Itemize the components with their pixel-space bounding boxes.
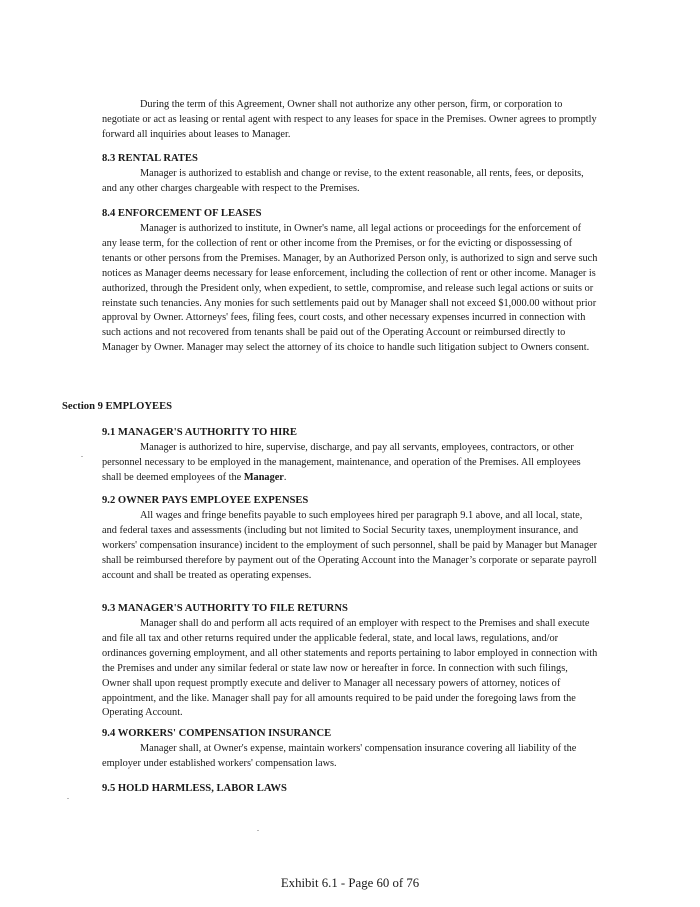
heading-8-3-rental-rates: 8.3 RENTAL RATES xyxy=(102,153,198,164)
heading-9-4-workers-compensation: 9.4 WORKERS' COMPENSATION INSURANCE xyxy=(102,728,332,739)
heading-9-3-authority-to-file-returns: 9.3 MANAGER'S AUTHORITY TO FILE RETURNS xyxy=(102,603,348,614)
authority-to-hire-paragraph xyxy=(102,441,598,486)
heading-9-5-hold-harmless: 9.5 HOLD HARMLESS, LABOR LAWS xyxy=(102,783,287,794)
rental-rates-paragraph: Manager is authorized to establish and change or revise, to the extent reasonable, all rents, fees, or deposits, and any other charges chargeable with respect to the Premises. xyxy=(102,168,584,194)
authority-to-file-returns-paragraph: Manager shall do and perform all acts required of an employer with respect to the Premises and shall execute and file all tax and other returns required under the applicable federal, state, and local laws, regulations, and/or ordinances governing employment, and all other statements and reports pertaining to labor employed in connection with the Premises and under any similar federal or state law now or hereafter in force. In connection with such filings, Owner shall upon request promptly execute and deliver to Manager all necessary powers of attorney, notices of appointment, and the like. Manager shall pay for all amounts required to be paid under the foregoing laws from the Operating Account. xyxy=(102,618,598,719)
heading-8-4-enforcement-of-leases: 8.4 ENFORCEMENT OF LEASES xyxy=(102,208,262,219)
authority-to-hire-end: . xyxy=(283,471,287,483)
manager-bold-term: Manager xyxy=(243,471,284,483)
heading-9-1-authority-to-hire: 9.1 MANAGER'S AUTHORITY TO HIRE xyxy=(102,427,297,438)
scan-speck xyxy=(81,456,83,457)
scan-speck xyxy=(257,830,259,831)
scan-speck xyxy=(67,798,69,799)
workers-compensation-paragraph: Manager shall, at Owner's expense, maintain workers' compensation insurance covering all liability of the employer under established workers' compensation laws. xyxy=(102,743,577,769)
page-footer: Exhibit 6.1 - Page 60 of 76 xyxy=(280,876,420,890)
exclusive-agency-paragraph: During the term of this Agreement, Owner shall not authorize any other person, firm, or corporation to negotiate or act as leasing or rental agent with respect to any leases for space in the Premises. Owner agrees to promptly forward all inquiries about leases to Manager. xyxy=(102,99,597,140)
owner-pays-expenses-paragraph: All wages and fringe benefits payable to such employees hired per paragraph 9.1 above, and all local, state, and federal taxes and assessments (including but not limited to Social Security taxes, unemployment insurance, and workers' compensation insurance) incident to the employment of such personnel, shall be paid by Manager but Manager shall be reimbursed therefore by payment out of the Operating Account into the Manager’s corporate or separate payroll account and shall be treated as operating expenses. xyxy=(102,510,598,581)
heading-9-2-owner-pays-expenses: 9.2 OWNER PAYS EMPLOYEE EXPENSES xyxy=(102,495,309,506)
authority-to-hire-text: Manager is authorized to hire, supervise, discharge, and pay all servants, employees, contractors, or other personnel necessary to be employed in the management, maintenance, and operation of the Premises. All employees shall be deemed employees of the xyxy=(102,442,581,483)
enforcement-of-leases-paragraph: Manager is authorized to institute, in Owner's name, all legal actions or proceedings for the enforcement of any lease term, for the collection of rent or other income from the Premises, or for the evicting or dispossessing of tenants or other persons from the Premises. Manager, by an Authorized Person only, is authorized to sign and serve such notices as Manager deems necessary for lease enforcement, including the collection of rent or other income. Manager is authorized, through the President only, when expedient, to settle, compromise, and release such legal actions or suits or reinstate such tenancies. Any monies for such settlements paid out by Manager shall not exceed $1,000.00 without prior approval by Owner. Attorneys' fees, filing fees, court costs, and other necessary expenses incurred in connection with such actions and not recovered from tenants shall be paid out of the Operating Account or reimbursed directly to Manager by Owner. Manager may select the attorney of its choice to handle such litigation subject to Owners consent. xyxy=(102,223,598,354)
section-9-heading: Section 9 EMPLOYEES xyxy=(62,401,173,412)
